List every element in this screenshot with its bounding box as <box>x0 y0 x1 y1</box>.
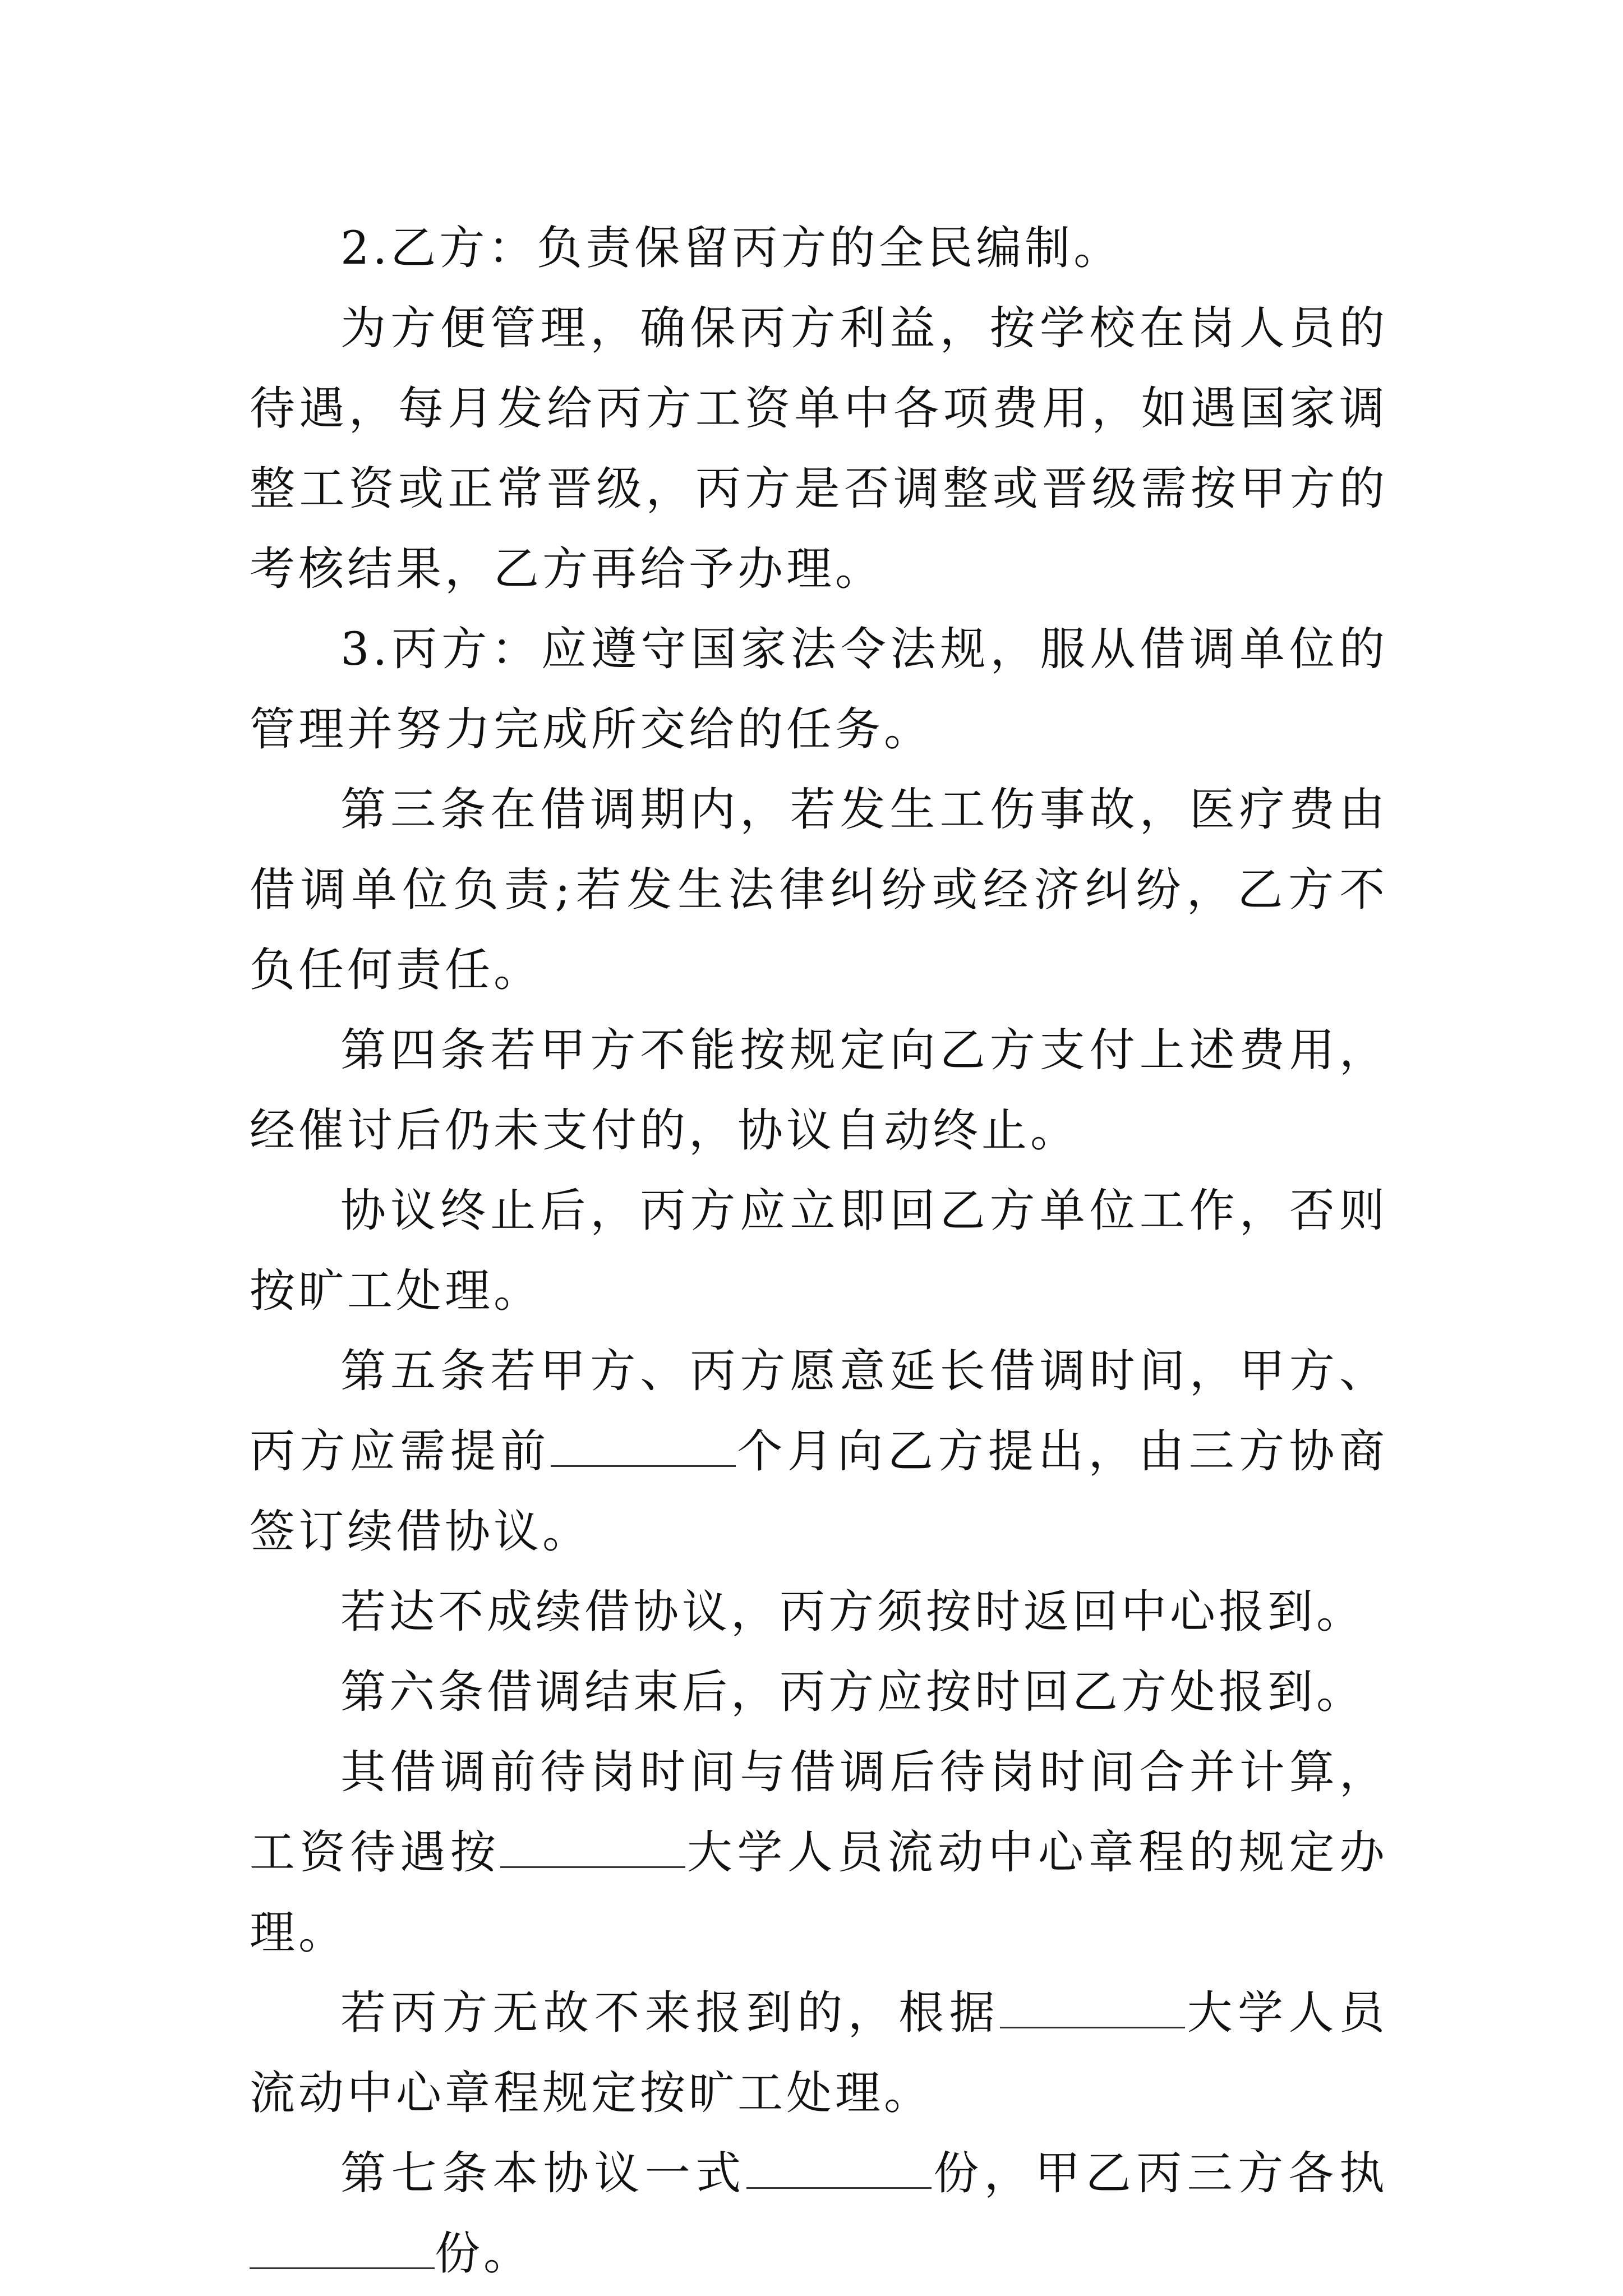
paragraph-text: 个月向乙方提出，由三方协商签订续借协议。 <box>250 1425 1388 1558</box>
paragraph-article-5 <box>250 1332 1388 1572</box>
paragraph-text: 3.丙方：应遵守国家法令法规，服从借调单位的管理并努力完成所交给的任务。 <box>250 623 1388 756</box>
paragraph-text: 2.乙方：负责保留丙方的全民编制。 <box>340 222 1123 275</box>
paragraph-party-b-duty <box>250 209 1388 289</box>
paragraph-text: 第七条本协议一式 <box>340 2147 746 2200</box>
paragraph-text: 其借调前待岗时间与借调后待岗时间合并计算，工资待遇按 <box>250 1746 1388 1879</box>
paragraph-text: 份。 <box>435 2228 533 2280</box>
blank-line <box>1000 1993 1185 2028</box>
paragraph-article-3 <box>250 770 1388 1011</box>
paragraph-salary-management <box>250 289 1388 610</box>
paragraph-article-4 <box>250 1011 1388 1171</box>
paragraph-article-6 <box>250 1653 1388 1733</box>
paragraph-termination <box>250 1171 1388 1332</box>
blank-line <box>500 1833 685 1868</box>
document-body <box>250 209 1388 2294</box>
paragraph-text: 份，甲乙丙三方各执 <box>931 2147 1388 2200</box>
paragraph-absence <box>250 1973 1388 2134</box>
paragraph-waiting-time <box>250 1733 1388 1973</box>
paragraph-text: 第三条在借调期内，若发生工伤事故，医疗费由借调单位负责;若发生法律纠纷或经济纠纷，乙方不负任何责任。 <box>250 784 1388 997</box>
blank-line <box>250 2234 435 2269</box>
blank-line <box>746 2154 932 2189</box>
paragraph-text: 协议终止后，丙方应立即回乙方单位工作，否则按旷工处理。 <box>250 1185 1388 1318</box>
paragraph-no-renewal <box>250 1572 1388 1653</box>
paragraph-text: 若达不成续借协议，丙方须按时返回中心报到。 <box>340 1586 1366 1639</box>
blank-line <box>551 1432 736 1467</box>
paragraph-text: 大学人员流动中心章程的规定办理。 <box>250 1826 1388 1959</box>
paragraph-text: 第六条借调结束后，丙方应按时回乙方处报到。 <box>340 1666 1366 1719</box>
paragraph-article-7 <box>250 2134 1388 2294</box>
paragraph-text: 第四条若甲方不能按规定向乙方支付上述费用，经催讨后仍未支付的，协议自动终止。 <box>250 1024 1388 1157</box>
paragraph-text: 若丙方无故不来报到的，根据 <box>340 1987 1000 2040</box>
paragraph-text: 大学人员流动中心章程规定按旷工处理。 <box>250 1987 1388 2120</box>
paragraph-text: 为方便管理，确保丙方利益，按学校在岗人员的待遇，每月发给丙方工资单中各项费用，如遇国家调整工资或正常晋级，丙方是否调整或晋级需按甲方的考核结果，乙方再给予办理。 <box>250 302 1388 596</box>
paragraph-text: 第五条若甲方、丙方愿意延长借调时间，甲方、丙方应需提前 <box>250 1345 1388 1478</box>
paragraph-party-c-duty <box>250 610 1388 770</box>
